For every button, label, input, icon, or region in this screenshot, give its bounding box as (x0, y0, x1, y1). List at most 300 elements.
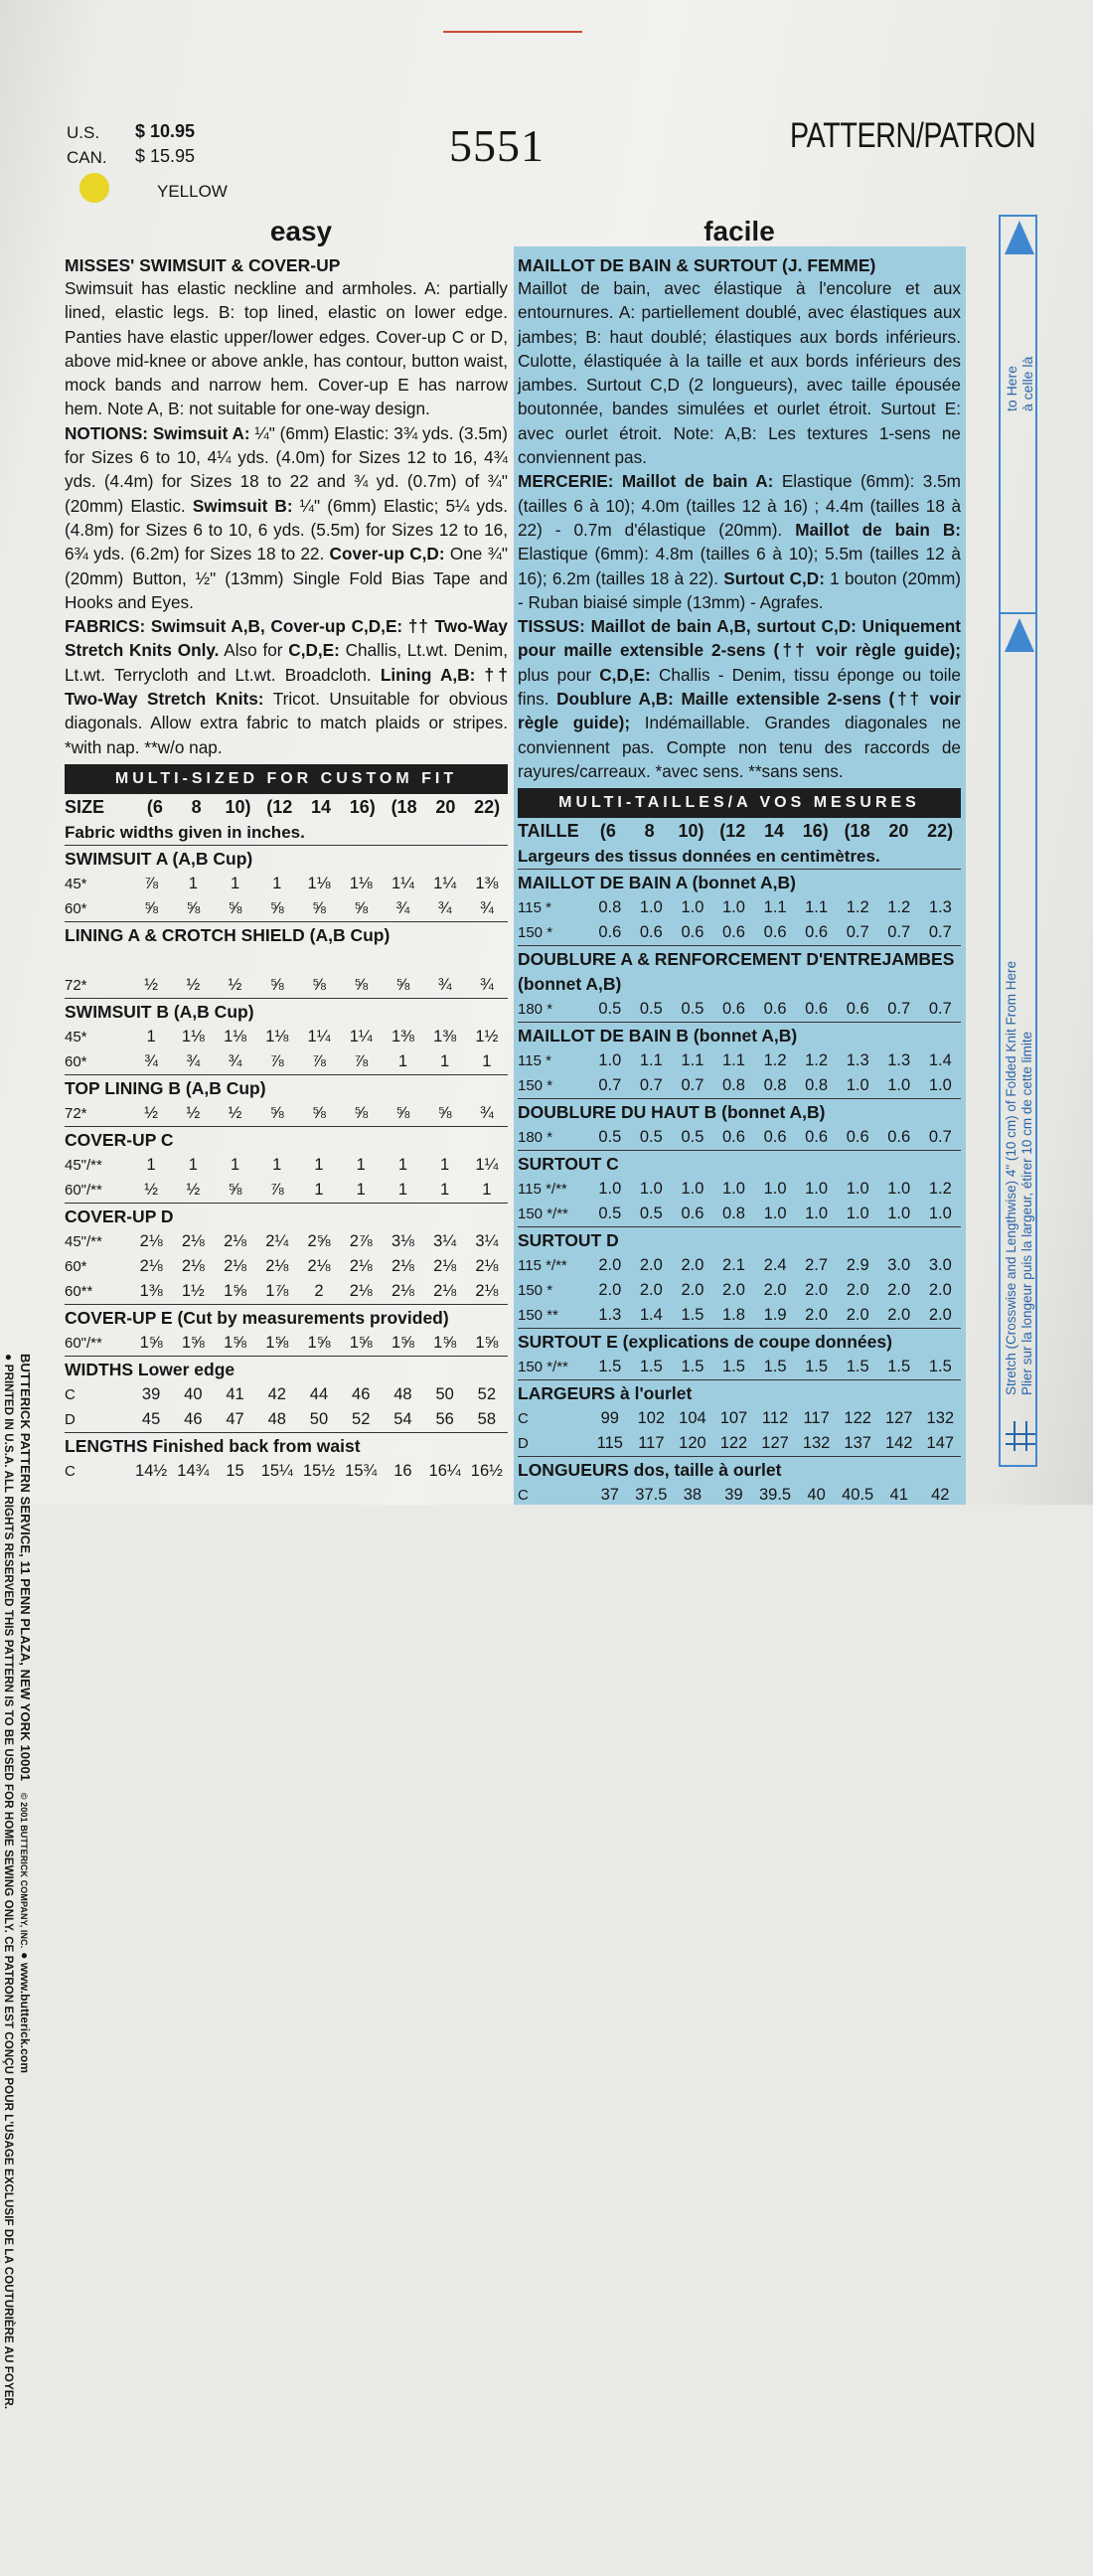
yardage-value: ½ (228, 1103, 242, 1122)
yardage-value: 1 (482, 1051, 492, 1070)
yardage-value: 2.0 (639, 1281, 663, 1300)
yardage-value: 1⅝ (433, 1333, 457, 1352)
fabric-width: 150 * (518, 1282, 553, 1300)
yardage-value: ⅝ (354, 898, 369, 917)
sizing-bar-fr: MULTI-TAILLES/A VOS MESURES (518, 788, 961, 818)
yardage-value (466, 948, 508, 973)
yardage-value: 1.1 (722, 1051, 745, 1070)
size-header: 16) (349, 796, 376, 817)
size-header: (6 (599, 821, 616, 842)
pattern-number: 5551 (449, 120, 545, 171)
yardage-value: 1.0 (928, 1076, 952, 1095)
level-facile: facile (703, 216, 775, 246)
fabric-width (65, 948, 130, 973)
yardage-row (518, 895, 961, 920)
top-notch-line (443, 31, 582, 33)
yardage-value: 38 (683, 1486, 703, 1505)
yardage-value: ⅝ (228, 898, 242, 917)
yardage-row (518, 920, 961, 945)
yardage-row (518, 1278, 961, 1303)
yardage-value: 0.5 (639, 1000, 663, 1019)
size-header: 14 (311, 796, 332, 817)
yardage-value: 1.4 (928, 1051, 952, 1070)
us-label: U.S. (67, 123, 100, 142)
yardage-value: 107 (719, 1409, 748, 1428)
yardage-value: 1.9 (763, 1306, 787, 1325)
spine-copyright: © 2001 BUTTERICK COMPANY, INC. (19, 1792, 29, 1949)
gauge-mark (1006, 1443, 1035, 1445)
yardage-value: 15½ (302, 1461, 336, 1480)
fabric-width: 180 * (518, 1001, 553, 1019)
yardage-value: 1 (188, 1155, 198, 1174)
yardage-value: 52 (477, 1384, 497, 1403)
mercerie-fr: MERCERIE: Maillot de bain A: Elastique (6mm): 3.5m (tailles 6 à 10); 4.0m (tailles 12 à 16) ; 4.4m (tailles 18 à 22) - 0.7m d'élastique (20mm). Maillot de bain B: Elastique (6mm): 4.8m (tailles 6 à 10); 5.5m (tailles 12 à 16); 6.2m (tailles 18 à 22). Surtout C,D: 1 bouton (20mm) - Ruban biaisé simple (13mm) - Agrafes. (518, 471, 962, 612)
yardage-value: 0.6 (805, 923, 829, 942)
yardage-value: 2⅛ (349, 1256, 373, 1275)
yardage-value: 1.0 (598, 1180, 622, 1199)
gauge-a-celle-la: à celle là (1019, 356, 1035, 411)
yardage-value: 47 (226, 1409, 244, 1428)
yardage-value: ⅝ (437, 1103, 452, 1122)
fabric-width: 150 * (518, 1077, 553, 1095)
yardage-value: 1.5 (887, 1358, 911, 1376)
yardage-value: 16 (393, 1461, 412, 1480)
yardage-value: 120 (679, 1434, 706, 1453)
yardage-value: 58 (477, 1409, 497, 1428)
size-header: (18 (390, 796, 417, 817)
section-title: LONGUEURS dos, taille à ourlet (518, 1456, 961, 1483)
size-header: (18 (844, 821, 870, 842)
yardage-row (518, 1483, 961, 1508)
yardage-value: 1 (482, 1180, 492, 1199)
yardage-value: 1 (397, 1180, 408, 1199)
yardage-value: ⅞ (354, 1051, 369, 1070)
yardage-value: 2.0 (598, 1281, 622, 1300)
size-header: 20 (435, 796, 456, 817)
can-label: CAN. (67, 148, 107, 167)
yardage-value: 14¾ (177, 1461, 210, 1480)
yardage-value: 1⅝ (265, 1333, 289, 1352)
yardage-value: 0.6 (805, 1000, 829, 1019)
yardage-value: 2⅛ (139, 1231, 163, 1250)
yardage-value: 3⅛ (390, 1231, 414, 1250)
yardage-value: 1⅛ (181, 1027, 205, 1046)
yardage-value (298, 948, 340, 973)
yardage-value: 2.0 (805, 1306, 829, 1325)
yardage-value: 1.0 (887, 1205, 911, 1223)
yardage-value: 1.0 (763, 1205, 787, 1223)
yardage-row (65, 1382, 508, 1407)
yardage-value: 1⅜ (390, 1027, 414, 1046)
yardage-value: 41 (889, 1486, 908, 1505)
yardage-value: 0.7 (887, 1000, 911, 1019)
yardage-row (65, 1025, 508, 1049)
yardage-value: 0.8 (763, 1076, 787, 1095)
yardage-value: 1 (356, 1180, 366, 1199)
fabric-width: 115 * (518, 899, 551, 917)
yardage-row (65, 896, 508, 921)
section-title: SURTOUT E (explications de coupe données) (518, 1328, 961, 1355)
section-title: TOP LINING B (A,B Cup) (65, 1074, 508, 1101)
yardage-row (65, 1407, 508, 1432)
yardage-value: 2⅛ (433, 1256, 457, 1275)
fabric-width: C (65, 1385, 76, 1403)
english-column (65, 215, 508, 1484)
yardage-value: 1⅝ (139, 1333, 163, 1352)
yardage-value: 1½ (181, 1281, 205, 1300)
yardage-row (65, 1459, 508, 1484)
yardage-row (518, 1355, 961, 1379)
gauge-stretch-en: Stretch (Crosswise and Lengthwise) 4" (10 cm) of Folded Knit From Here (1004, 961, 1018, 1395)
yardage-value: 15¼ (260, 1461, 293, 1480)
yardage-row (518, 1253, 961, 1278)
yardage-value: 2.1 (722, 1256, 745, 1275)
level-easy: easy (269, 216, 333, 246)
section-title: SWIMSUIT B (A,B Cup) (65, 998, 508, 1025)
fabric-width: 72* (65, 976, 87, 994)
yardage-value: ¾ (228, 1051, 242, 1070)
size-header: 8 (644, 821, 655, 842)
description-en-text: Swimsuit has elastic neckline and armholes. A: partially lined, elastic legs. B: top lined, elastic on lower edge. Panties have elastic upper/lower edges. Cover-up C or D, above mid-knee or above ankle, has contour, button waist, mock bands and narrow hem. Cover-up E has narrow hem. Note A, B: not suitable for one-way design. (65, 278, 508, 419)
fabric-width: 150 */** (518, 1359, 568, 1376)
size-header: 14 (764, 821, 785, 842)
yardage-value: 1.5 (722, 1358, 745, 1376)
fabric-width: C (518, 1410, 529, 1428)
yardage-value: 1.2 (928, 1180, 952, 1199)
yardage-value: ⅝ (312, 898, 326, 917)
yardage-value: 48 (393, 1384, 412, 1403)
yardage-value: 147 (926, 1434, 955, 1453)
yardage-value: ¾ (144, 1051, 158, 1070)
yardage-value: 1.0 (928, 1205, 952, 1223)
color-name: YELLOW (157, 182, 228, 201)
yardage-value: 117 (638, 1434, 665, 1453)
yardage-value: 2.0 (928, 1281, 952, 1300)
spine-text (18, 1354, 33, 2576)
yardage-value: 2.0 (846, 1306, 869, 1325)
section-title: SWIMSUIT A (A,B Cup) (65, 845, 508, 872)
yardage-value: 44 (309, 1384, 329, 1403)
fabric-width: 60"/** (65, 1181, 102, 1199)
yardage-value: 1⅝ (307, 1333, 331, 1352)
yardage-value: 1 (440, 1180, 450, 1199)
section-title: SURTOUT C (518, 1150, 961, 1177)
yardage-value: 2⅛ (475, 1256, 499, 1275)
section-title: LENGTHS Finished back from waist (65, 1432, 508, 1459)
yardage-chart-en (65, 794, 508, 1484)
us-price: $ 10.95 (135, 121, 196, 141)
spine-printed: PRINTED IN U.S.A. ALL RIGHTS RESERVED THIS PATTERN IS TO BE USED FOR HOME SEWING ONLY. CE PATRON EST CONÇU POUR L'USAGE EXCLUSIF DE LA COUTURIÈRE AU FOYER. (2, 1364, 14, 2410)
fabric-width: C (65, 1462, 76, 1480)
yardage-row (518, 1202, 961, 1226)
yardage-value: 15 (226, 1461, 244, 1480)
yardage-value: 0.7 (846, 923, 869, 942)
fabric-width: 45"/** (65, 1156, 102, 1174)
yardage-value: 14½ (135, 1461, 168, 1480)
yardage-value: 1 (356, 1155, 366, 1174)
yardage-value: 1 (397, 1155, 408, 1174)
yardage-value: 16¼ (428, 1461, 461, 1480)
fabric-width: D (518, 1435, 529, 1453)
fabric-width: C (518, 1487, 529, 1505)
bullet-icon: ● (2, 1354, 16, 1365)
notions-en: NOTIONS: Swimsuit A: ¼" (6mm) Elastic: 3¾ yds. (3.5m) for Sizes 6 to 10, 4¼ yds. (4.0m) for Sizes 12 to 16, 4¾ yds. (4.4m) for Sizes 18 to 22 and ¾ yd. (0.7m) of ¾" (20mm) Elastic. Swimsuit B: ¼" (6mm) Elastic; 5¼ yds. (4.8m) for Sizes 6 to 10, 6 yds. (5.5m) for Sizes 12 to 16, 6¾ yds. (6.2m) for Sizes 18 to 22. Cover-up C,D: One ¾" (20mm) Button, ½" (13mm) Single Fold Bias Tape and Hooks and Eyes. (65, 422, 509, 612)
yardage-value: 2⅞ (349, 1231, 373, 1250)
yardage-value: 1¼ (307, 1027, 331, 1046)
yardage-value: ⅞ (269, 1051, 284, 1070)
size-header: 22) (927, 821, 954, 842)
yardage-value: 56 (435, 1409, 454, 1428)
section-title: COVER-UP E (Cut by measurements provided) (65, 1304, 508, 1331)
yardage-value: 1.0 (722, 1180, 745, 1199)
yardage-value: ⅝ (395, 975, 410, 994)
yardage-value: 112 (761, 1409, 789, 1428)
section-title: MAILLOT DE BAIN B (bonnet A,B) (518, 1022, 961, 1048)
yardage-value: 122 (719, 1434, 748, 1453)
yardage-value: 1 (272, 1155, 282, 1174)
yardage-value: 1⅝ (181, 1333, 205, 1352)
yardage-value: 2.0 (805, 1281, 829, 1300)
yardage-value: ¾ (437, 898, 452, 917)
yardage-value: 0.7 (639, 1076, 663, 1095)
yardage-value (256, 948, 298, 973)
yardage-value: 2⅛ (181, 1231, 205, 1250)
yardage-value: 2 (314, 1281, 324, 1300)
spine-website: www.butterick.com (18, 1962, 32, 2074)
size-header: 8 (191, 796, 202, 817)
arrow-up-icon (1005, 221, 1034, 254)
yardage-value: 1¼ (475, 1155, 499, 1174)
yardage-value: ⅝ (186, 898, 201, 917)
yardage-row (65, 872, 508, 896)
spine-printed-text (2, 1354, 16, 2576)
yardage-value: 0.7 (887, 923, 911, 942)
fabric-width: D (65, 1410, 76, 1428)
gauge-mark (1006, 1433, 1035, 1435)
yardage-value: 0.6 (763, 1000, 787, 1019)
yardage-value: 1 (188, 874, 198, 892)
bullet-icon: ● (18, 1952, 32, 1963)
yardage-value: ⅝ (269, 898, 284, 917)
widths-note-en: Fabric widths given in inches. (65, 822, 305, 842)
yardage-value: 1⅛ (224, 1027, 247, 1046)
yardage-value: 0.6 (722, 1000, 745, 1019)
yardage-value: 0.5 (598, 1128, 622, 1147)
yardage-value: 1⅝ (475, 1333, 499, 1352)
yardage-value: 2.0 (846, 1281, 869, 1300)
yardage-row (518, 1073, 961, 1098)
yardage-value: 1⅝ (390, 1333, 414, 1352)
yardage-value: 1⅛ (349, 874, 373, 892)
fabric-width: 60* (65, 899, 87, 917)
yardage-value: 117 (803, 1409, 830, 1428)
yardage-value: 0.7 (928, 1000, 952, 1019)
yardage-value: 50 (435, 1384, 454, 1403)
yardage-value: ¾ (479, 898, 494, 917)
yardage-value: 2⅛ (224, 1231, 247, 1250)
yardage-value: 46 (352, 1384, 371, 1403)
arrow-up-icon (1005, 618, 1034, 652)
size-header: 16) (802, 821, 829, 842)
yardage-value: 37 (600, 1486, 619, 1505)
yardage-value: 142 (884, 1434, 913, 1453)
size-header: 22) (474, 796, 501, 817)
yardage-value: 1¼ (349, 1027, 373, 1046)
yardage-value: ⅝ (312, 1103, 326, 1122)
size-row-fr (518, 818, 961, 845)
yardage-value: 1⅝ (349, 1333, 373, 1352)
yardage-value: 1 (146, 1027, 156, 1046)
size-header: 10) (225, 796, 251, 817)
yardage-value: ⅞ (269, 1180, 284, 1199)
yardage-value: 1.3 (887, 1051, 911, 1070)
yardage-value: 1.0 (639, 1180, 663, 1199)
yardage-value: ¾ (437, 975, 452, 994)
yardage-value: ½ (228, 975, 242, 994)
yardage-value: 0.7 (928, 923, 952, 942)
yardage-value: 48 (267, 1409, 286, 1428)
yardage-row (65, 1101, 508, 1126)
fabric-width: 150 */** (518, 1206, 568, 1223)
yardage-value: 42 (267, 1384, 286, 1403)
size-row-en (65, 794, 508, 821)
yardage-value: 1 (230, 1155, 240, 1174)
yardage-value: 0.7 (928, 1128, 952, 1147)
fabric-width: 45* (65, 1028, 87, 1046)
yardage-value: 41 (226, 1384, 244, 1403)
section-title: DOUBLURE A & RENFORCEMENT D'ENTREJAMBES (bonnet A,B) (518, 945, 961, 997)
section-title: SURTOUT D (518, 1226, 961, 1253)
yardage-value: 0.7 (681, 1076, 704, 1095)
section-title: LINING A & CROTCH SHIELD (A,B Cup) (65, 921, 508, 948)
yardage-value: 127 (884, 1409, 913, 1428)
yardage-value: 1.0 (846, 1076, 869, 1095)
yardage-value: ½ (144, 1180, 158, 1199)
fabric-width: 60"/** (65, 1334, 102, 1352)
yardage-value: 1 (314, 1155, 324, 1174)
yardage-value: ½ (144, 1103, 158, 1122)
yardage-value: ⅝ (354, 975, 369, 994)
yardage-value: 1⅞ (265, 1281, 289, 1300)
yardage-value: ¾ (395, 898, 410, 917)
yardage-value: 0.8 (598, 898, 622, 917)
yardage-value: 54 (393, 1409, 412, 1428)
yardage-value: 1 (146, 1155, 156, 1174)
yardage-value: 1.0 (805, 1180, 829, 1199)
yardage-value: 1.2 (805, 1051, 829, 1070)
yardage-value: 0.8 (722, 1205, 745, 1223)
yardage-value: 0.5 (639, 1128, 663, 1147)
yardage-chart-fr (518, 818, 961, 1508)
yardage-value: 1.0 (598, 1051, 622, 1070)
yardage-value: 2.0 (681, 1281, 704, 1300)
yardage-row (518, 997, 961, 1022)
size-header: (12 (719, 821, 746, 842)
yardage-value: ⅝ (144, 898, 158, 917)
can-price: $ 15.95 (135, 146, 196, 166)
fabric-width: 115 */** (518, 1181, 567, 1199)
yardage-value: 2⅝ (307, 1231, 331, 1250)
yardage-value: 3.0 (928, 1256, 952, 1275)
yardage-value (424, 948, 466, 973)
yardage-value: 2⅛ (433, 1281, 457, 1300)
yardage-value: 0.6 (887, 1128, 911, 1147)
yardage-value: 2⅛ (349, 1281, 373, 1300)
yardage-value: 2⅛ (139, 1256, 163, 1275)
yardage-value: 3¼ (475, 1231, 499, 1250)
yardage-value: ⅝ (269, 975, 284, 994)
yardage-value: 1.0 (887, 1076, 911, 1095)
size-header: (12 (266, 796, 293, 817)
yardage-value: 1.5 (763, 1358, 787, 1376)
yardage-value: 2⅛ (390, 1281, 414, 1300)
yardage-value: 1⅜ (139, 1281, 163, 1300)
section-title: COVER-UP D (65, 1203, 508, 1229)
yardage-value: ¾ (479, 975, 494, 994)
fabric-width: 180 * (518, 1129, 553, 1147)
description-fr (518, 276, 961, 783)
yardage-value: 1 (272, 874, 282, 892)
yardage-row (518, 1125, 961, 1150)
yardage-value: 0.6 (846, 1000, 869, 1019)
yardage-value: 50 (309, 1409, 329, 1428)
yardage-value: 1.1 (805, 898, 829, 917)
yardage-row (65, 948, 508, 973)
yardage-row (518, 1303, 961, 1328)
yardage-row (65, 1279, 508, 1304)
yardage-value: 2.9 (846, 1256, 869, 1275)
yardage-value: 40 (184, 1384, 203, 1403)
color-swatch (79, 173, 109, 203)
fabric-width: 150 ** (518, 1307, 558, 1325)
yardage-value: 0.5 (639, 1205, 663, 1223)
yardage-value: 99 (600, 1409, 619, 1428)
french-column (518, 215, 961, 1508)
yardage-value: ⅞ (144, 874, 158, 892)
yardage-row (518, 1177, 961, 1202)
yardage-value: 2.0 (887, 1306, 911, 1325)
yardage-value (382, 948, 423, 973)
yardage-value: 1.1 (681, 1051, 704, 1070)
yardage-value: 2¼ (265, 1231, 289, 1250)
yardage-value: 42 (931, 1486, 950, 1505)
yardage-value: 1 (397, 1051, 408, 1070)
yardage-value: 0.5 (598, 1000, 622, 1019)
yardage-value: 0.6 (722, 1128, 745, 1147)
yardage-value: ½ (144, 975, 158, 994)
yardage-value: 2⅛ (307, 1256, 331, 1275)
section-title: LARGEURS à l'ourlet (518, 1379, 961, 1406)
yardage-value: 1.5 (598, 1358, 622, 1376)
yardage-value: 1.8 (722, 1306, 745, 1325)
yardage-value: 2⅛ (390, 1256, 414, 1275)
yardage-value: 2.4 (763, 1256, 787, 1275)
yardage-value: 1.5 (681, 1306, 704, 1325)
yardage-value: 1.4 (639, 1306, 663, 1325)
fabric-width: 60* (65, 1257, 87, 1275)
size-header: (6 (146, 796, 163, 817)
yardage-value: 1.5 (928, 1358, 952, 1376)
description-en (65, 276, 508, 759)
yardage-value: 1.0 (805, 1205, 829, 1223)
yardage-value: 37.5 (635, 1486, 668, 1505)
yardage-value: ¾ (186, 1051, 201, 1070)
fabric-width: 115 * (518, 1052, 551, 1070)
fabric-width: 45"/** (65, 1232, 102, 1250)
yardage-value: 0.6 (639, 923, 663, 942)
yardage-row (518, 1431, 961, 1456)
yardage-value: 0.6 (681, 1205, 704, 1223)
